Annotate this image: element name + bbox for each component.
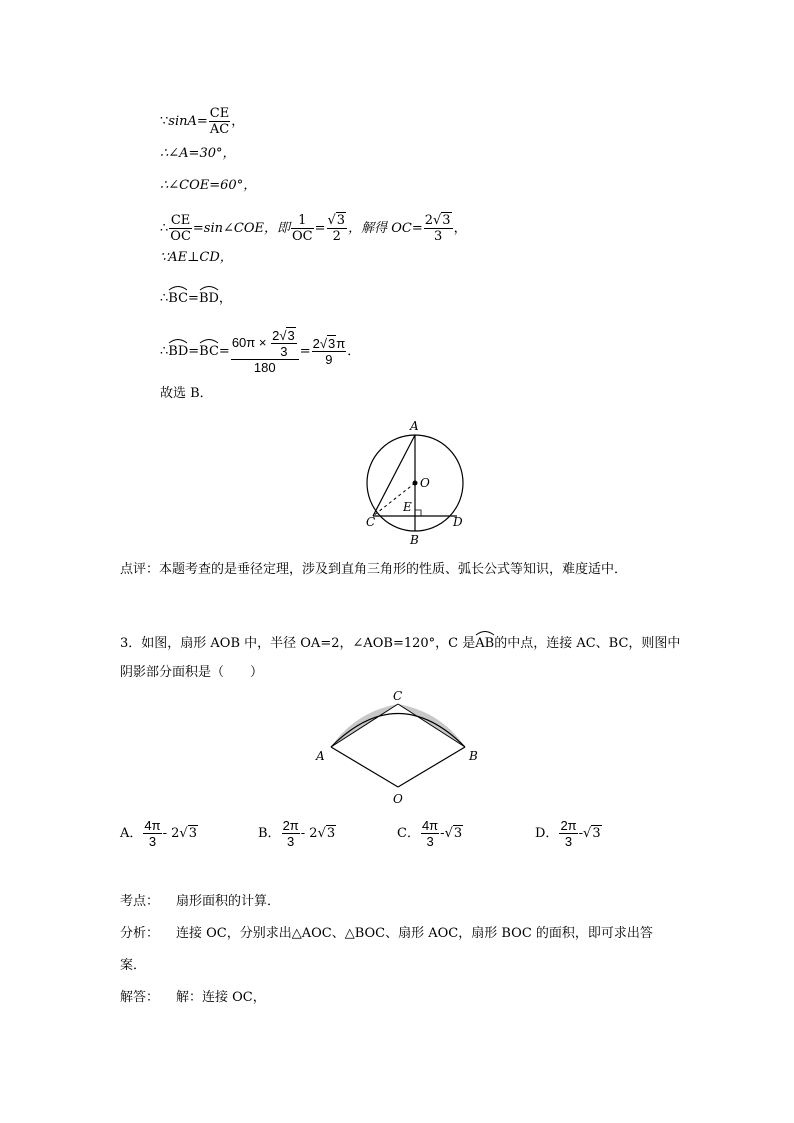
label-b: B xyxy=(410,533,419,545)
option-letter: C． xyxy=(397,826,420,841)
fraction-1-oc xyxy=(291,213,314,244)
pi-symbol: π xyxy=(336,336,346,351)
fraction-denominator: 9 xyxy=(325,352,333,367)
option-fraction xyxy=(143,818,161,849)
equals-sign: = xyxy=(299,344,311,359)
fraction-denominator: OC xyxy=(291,229,313,244)
option-letter: B． xyxy=(258,826,281,841)
coefficient: 2 xyxy=(272,328,280,343)
option-letter: A． xyxy=(120,826,143,841)
arc-bd xyxy=(199,287,219,307)
option-minus-part: - 2 xyxy=(300,826,318,841)
radicand: 3 xyxy=(327,336,336,351)
punctuation: ， xyxy=(453,221,467,236)
fraction-2sqrt3-3 xyxy=(424,213,453,244)
question-text: 的中点，连接 AC、BC，则图中 xyxy=(494,636,681,651)
fraction-numerator: 2π xyxy=(560,818,577,833)
radicand: 3 xyxy=(592,826,601,841)
kaodian-text: 扇形面积的计算． xyxy=(176,894,281,909)
fraction-denominator: AC xyxy=(209,122,230,137)
coefficient: 2 xyxy=(424,213,433,228)
coefficient: 2 xyxy=(312,336,320,351)
fenxi-row xyxy=(120,926,653,942)
jieda-row xyxy=(120,990,266,1006)
fraction-numerator: CE xyxy=(170,213,191,228)
fraction-ce-ac xyxy=(209,106,230,137)
label-a: A xyxy=(410,419,419,433)
arc-mark-icon xyxy=(199,338,219,344)
arc-ab xyxy=(475,632,494,652)
label-a: A xyxy=(316,749,325,763)
big-fraction-denominator: 180 xyxy=(253,360,276,375)
solution-line-4 xyxy=(160,213,467,244)
arc-mark-icon xyxy=(199,285,219,291)
jieda-label: 解答： xyxy=(120,990,160,1005)
arc-label: BC xyxy=(168,291,189,306)
fraction-numerator: √3 xyxy=(327,213,346,228)
option-fraction xyxy=(421,818,439,849)
fraction-denominator: 2 xyxy=(332,229,341,244)
fraction-numerator: 2√3 xyxy=(272,328,295,343)
arc-bc xyxy=(199,340,219,360)
arc-bd xyxy=(168,340,188,360)
label-d: D xyxy=(453,515,463,529)
arc-bc xyxy=(168,287,188,307)
option-minus-part: - 2 xyxy=(162,826,180,841)
option-letter: D． xyxy=(535,826,559,841)
kaodian-row xyxy=(120,894,280,910)
because-symbol: ∵ xyxy=(160,114,169,129)
jieda-text: 解：连接 OC， xyxy=(176,990,266,1005)
fraction-numerator: 4π xyxy=(421,818,439,833)
fraction-numerator: 2π xyxy=(282,818,299,833)
label-c: C xyxy=(393,690,403,703)
arc-mark-icon xyxy=(168,285,188,291)
fraction-denominator: 3 xyxy=(148,834,157,849)
sinA-text: sinA xyxy=(168,114,197,129)
label-b: B xyxy=(469,749,478,763)
solution-line-5: ∵AE⊥CD， xyxy=(160,250,233,265)
fraction-denominator: 3 xyxy=(280,344,288,359)
arc-label: AB xyxy=(475,636,495,651)
arc-mark-icon xyxy=(168,338,188,344)
therefore-symbol: ∴ xyxy=(160,221,169,236)
label-e: E xyxy=(403,500,412,514)
punctuation: ． xyxy=(347,344,361,359)
option-d[interactable]: D． $\frac{2\pi}{3}$ -√3 xyxy=(535,818,601,849)
fenxi-text: 连接 OC，分别求出△AOC、△BOC、扇形 AOC，扇形 BOC 的面积，即可求出答 xyxy=(176,926,653,941)
fraction-denominator: OC xyxy=(170,229,191,244)
segment-ac xyxy=(331,704,398,747)
solution-line-1 xyxy=(160,106,244,137)
numerator-part: 60π × xyxy=(231,334,267,350)
comment-text: 点评：本题考查的是垂径定理，涉及到直角三角形的性质、弧长公式等知识，难度适中． xyxy=(120,562,628,577)
result-fraction xyxy=(312,336,347,367)
solution-line-7 xyxy=(160,328,360,375)
circle-figure xyxy=(355,410,475,545)
fraction-numerator: CE xyxy=(209,106,230,121)
label-o: O xyxy=(420,476,430,490)
arc-label: BC xyxy=(199,344,219,359)
question-3-line-2: 阴影部分面积是（ ） xyxy=(120,665,264,680)
equals-sign: = xyxy=(188,344,200,359)
fenxi-row-2: 案． xyxy=(120,958,147,973)
solution-line-3: ∴∠COE=60°， xyxy=(160,178,257,193)
label-o: O xyxy=(393,792,403,806)
arc-label: BD xyxy=(168,344,189,359)
equals-sign: = xyxy=(188,291,199,306)
solution-line-8: 故选 B． xyxy=(160,386,213,401)
option-a[interactable]: A． $\frac{4\pi}{3}$ - 2√3 xyxy=(120,818,197,849)
inner-fraction xyxy=(271,328,297,359)
therefore-symbol: ∴ xyxy=(160,344,169,359)
arc-ab-outline xyxy=(331,714,465,748)
option-minus-part: - xyxy=(440,826,445,841)
fraction-denominator: 3 xyxy=(434,229,443,244)
sector-figure xyxy=(305,690,490,808)
fraction-denominator: 3 xyxy=(564,834,573,849)
solve-text: ，解得 OC= xyxy=(348,221,423,236)
radicand: 3 xyxy=(287,328,295,343)
option-c[interactable]: C． $\frac{4\pi}{3}$ -√3 xyxy=(397,818,463,849)
fraction-numerator: 2√3 xyxy=(424,213,451,228)
option-b[interactable]: B． $\frac{2\pi}{3}$ - 2√3 xyxy=(258,818,336,849)
big-fraction-numerator xyxy=(231,328,299,360)
question-3-line-1 xyxy=(120,632,680,652)
punctuation: ， xyxy=(218,291,232,306)
therefore-symbol: ∴ xyxy=(160,291,169,306)
fraction-sqrt3-2 xyxy=(327,213,348,244)
radicand: 3 xyxy=(453,826,463,841)
big-fraction xyxy=(231,328,299,375)
arc-label: BD xyxy=(198,291,219,306)
label-c: C xyxy=(366,515,376,529)
equals-sign: = xyxy=(196,114,208,129)
radicand: 3 xyxy=(336,213,346,228)
segment-bc xyxy=(398,704,465,747)
center-point xyxy=(413,481,418,486)
radicand: 3 xyxy=(442,213,451,228)
radius-ob xyxy=(398,747,465,787)
equals-sign: = xyxy=(218,344,230,359)
radicand: 3 xyxy=(188,826,197,841)
radius-oa xyxy=(331,747,398,787)
fenxi-label: 分析： xyxy=(120,926,160,941)
punctuation: ， xyxy=(231,114,245,129)
kaodian-label: 考点： xyxy=(120,894,160,909)
fraction-numerator: 4π xyxy=(144,818,161,833)
equals-sign: = xyxy=(314,221,326,236)
fraction-denominator: 3 xyxy=(287,834,295,849)
radicand: 3 xyxy=(326,826,336,841)
solution-line-6 xyxy=(160,287,232,307)
arc-mark-icon xyxy=(475,630,495,636)
option-minus-part: - xyxy=(578,826,584,841)
solution-line-2: ∴∠A=30°， xyxy=(160,146,236,161)
sin-coe-text: =sin∠COE，即 xyxy=(192,221,290,236)
option-fraction xyxy=(559,818,577,849)
fraction-denominator: 3 xyxy=(426,834,434,849)
fraction-ce-oc xyxy=(169,213,192,244)
question-text: 3．如图，扇形 AOB 中，半径 OA=2，∠AOB=120°，C 是 xyxy=(120,636,476,651)
option-fraction xyxy=(282,818,300,849)
fraction-numerator: 1 xyxy=(291,213,314,229)
right-angle-mark xyxy=(415,510,421,516)
fraction-numerator: 2√3π xyxy=(312,336,346,351)
